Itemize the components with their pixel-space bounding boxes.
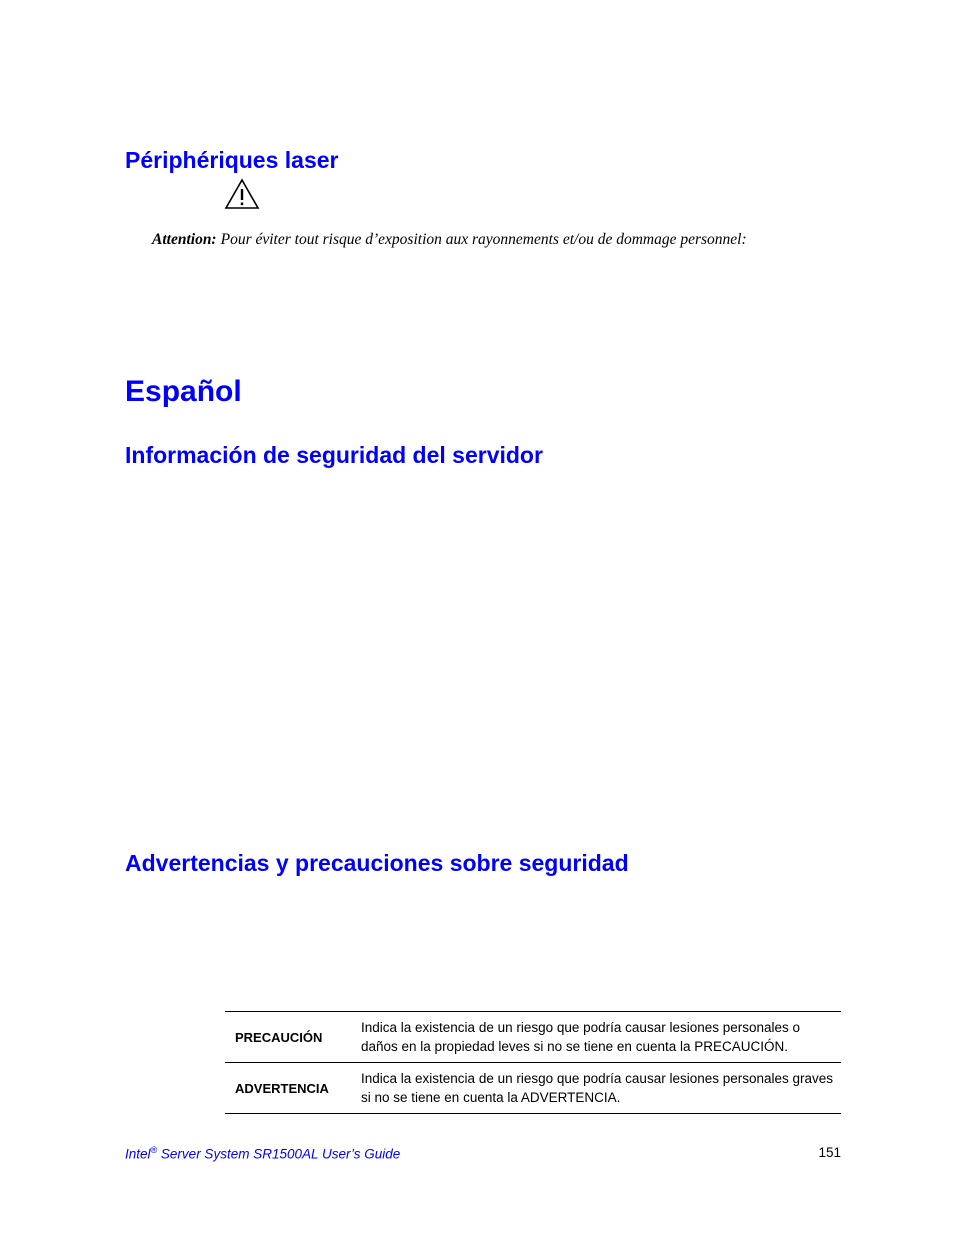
attention-text: Pour éviter tout risque d’exposition aux rayonnements et/ou de dommage personnel: (220, 231, 747, 248)
attention-label: Attention: (152, 231, 217, 248)
term-cell: ADVERTENCIA (235, 1080, 329, 1096)
page-number: 151 (818, 1145, 841, 1160)
language-heading: Español (125, 375, 242, 408)
description-cell: Indica la existencia de un riesgo que podría causar lesiones personales graves si no se tiene en cuenta la ADVERTENCIA. (361, 1071, 834, 1105)
description-cell: Indica la existencia de un riesgo que podría causar lesiones personales o daños en la propiedad leves si no se tiene en cuenta la PRECAUCIÓN. (361, 1020, 801, 1054)
footer-brand: Intel (125, 1146, 151, 1162)
footer-guide-title (125, 1145, 400, 1162)
laser-devices-heading: Périphériques laser (125, 147, 339, 173)
table-row (225, 1012, 841, 1063)
term-cell: PRECAUCIÓN (235, 1029, 323, 1045)
registered-mark: ® (150, 1145, 158, 1155)
table-row (225, 1063, 841, 1114)
warnings-heading: Advertencias y precauciones sobre seguridad (125, 850, 629, 876)
warning-triangle-icon (224, 178, 260, 210)
safety-info-heading: Información de seguridad del servidor (125, 442, 543, 468)
definitions-table (225, 1011, 841, 1114)
footer-title-text: Server System SR1500AL User’s Guide (157, 1146, 401, 1162)
attention-note (152, 230, 747, 250)
